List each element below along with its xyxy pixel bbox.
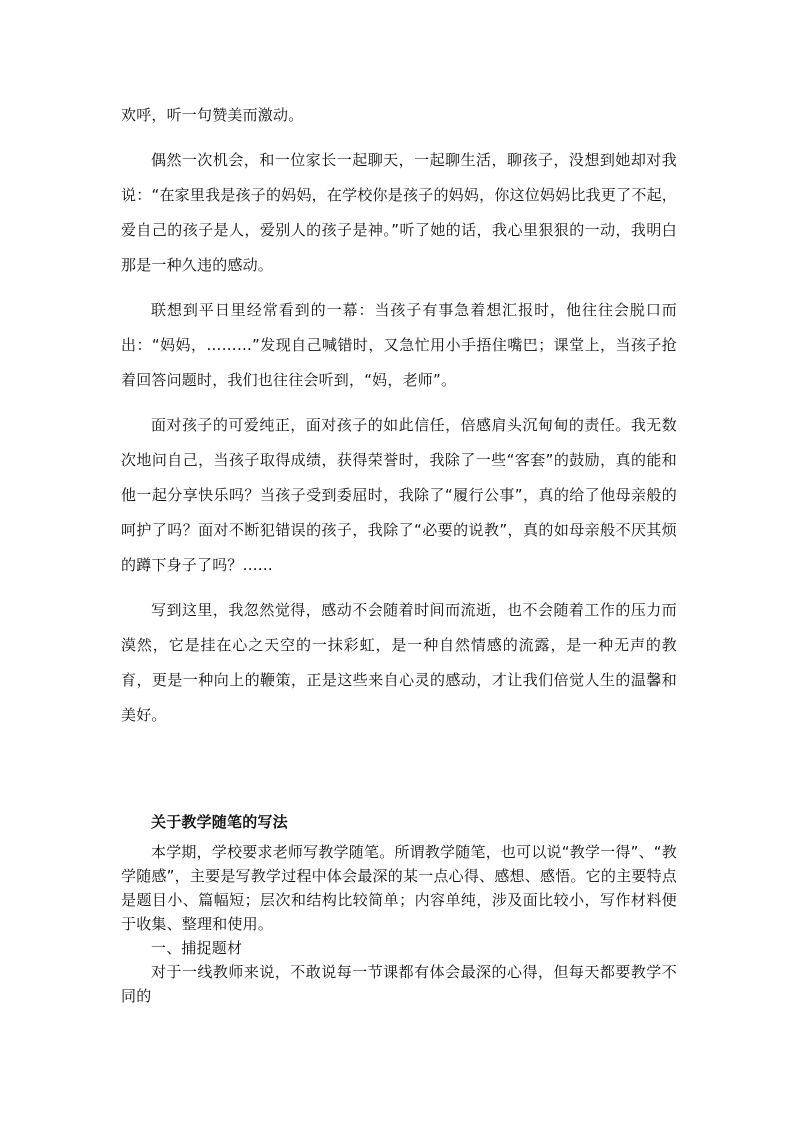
essay-paragraph: 写到这里，我忽然觉得，感动不会随着时间而流逝，也不会随着工作的压力而漠然，它是挂在心之天空的一抹彩虹，是一种自然情感的流露，是一种无声的教育，更是一种向上的鞭策，正是这些来自心灵的感动，才让我们倍觉人生的温馨和美好。: [121, 601, 677, 724]
essay-section: [121, 98, 677, 743]
article-section: [121, 810, 677, 1008]
article-paragraph: 本学期，学校要求老师写教学随笔。所谓教学随笔，也可以说“教学一得”、“教学随感”，主要是写教学过程中体会最深的某一点心得、感想、感悟。它的主要特点是题目小、篇幅短；层次和结构比较简单；内容单纯，涉及面比较小，写作材料便于收集、整理和使用。: [121, 843, 677, 933]
essay-paragraph: 面对孩子的可爱纯正，面对孩子的如此信任，倍感肩头沉甸甸的责任。我无数次地问自己，当孩子取得成绩，获得荣誉时，我除了一些“客套”的鼓励，真的能和他一起分享快乐吗？当孩子受到委屈时，我除了“履行公事”，真的给了他母亲般的呵护了吗？面对不断犯错误的孩子，我除了“必要的说教”，真的如母亲般不厌其烦的蹲下身子了吗？……: [121, 416, 677, 574]
article-subheading: 一、捕捉题材: [151, 939, 243, 957]
essay-paragraph: 欢呼，听一句赞美而激动。: [121, 106, 304, 124]
article-title: 关于教学随笔的写法: [151, 813, 288, 831]
essay-paragraph: 联想到平日里经常看到的一幕：当孩子有事急着想汇报时，他往往会脱口而出：“妈妈，………”发现自己喊错时，又急忙用小手捂住嘴巴；课堂上，当孩子抢着回答问题时，我们也往往会听到，“妈，老师”。: [121, 301, 677, 389]
article-paragraph: 对于一线教师来说，不敢说每一节课都有体会最深的心得，但每天都要教学不同的: [121, 963, 677, 1005]
essay-paragraph: 偶然一次机会，和一位家长一起聊天，一起聊生活，聊孩子，没想到她却对我说：“在家里我是孩子的妈妈，在学校你是孩子的妈妈，你这位妈妈比我更了不起，爱自己的孩子是人，爱别人的孩子是神。”听了她的话，我心里狠狠的一动，我明白那是一种久违的感动。: [121, 151, 677, 274]
